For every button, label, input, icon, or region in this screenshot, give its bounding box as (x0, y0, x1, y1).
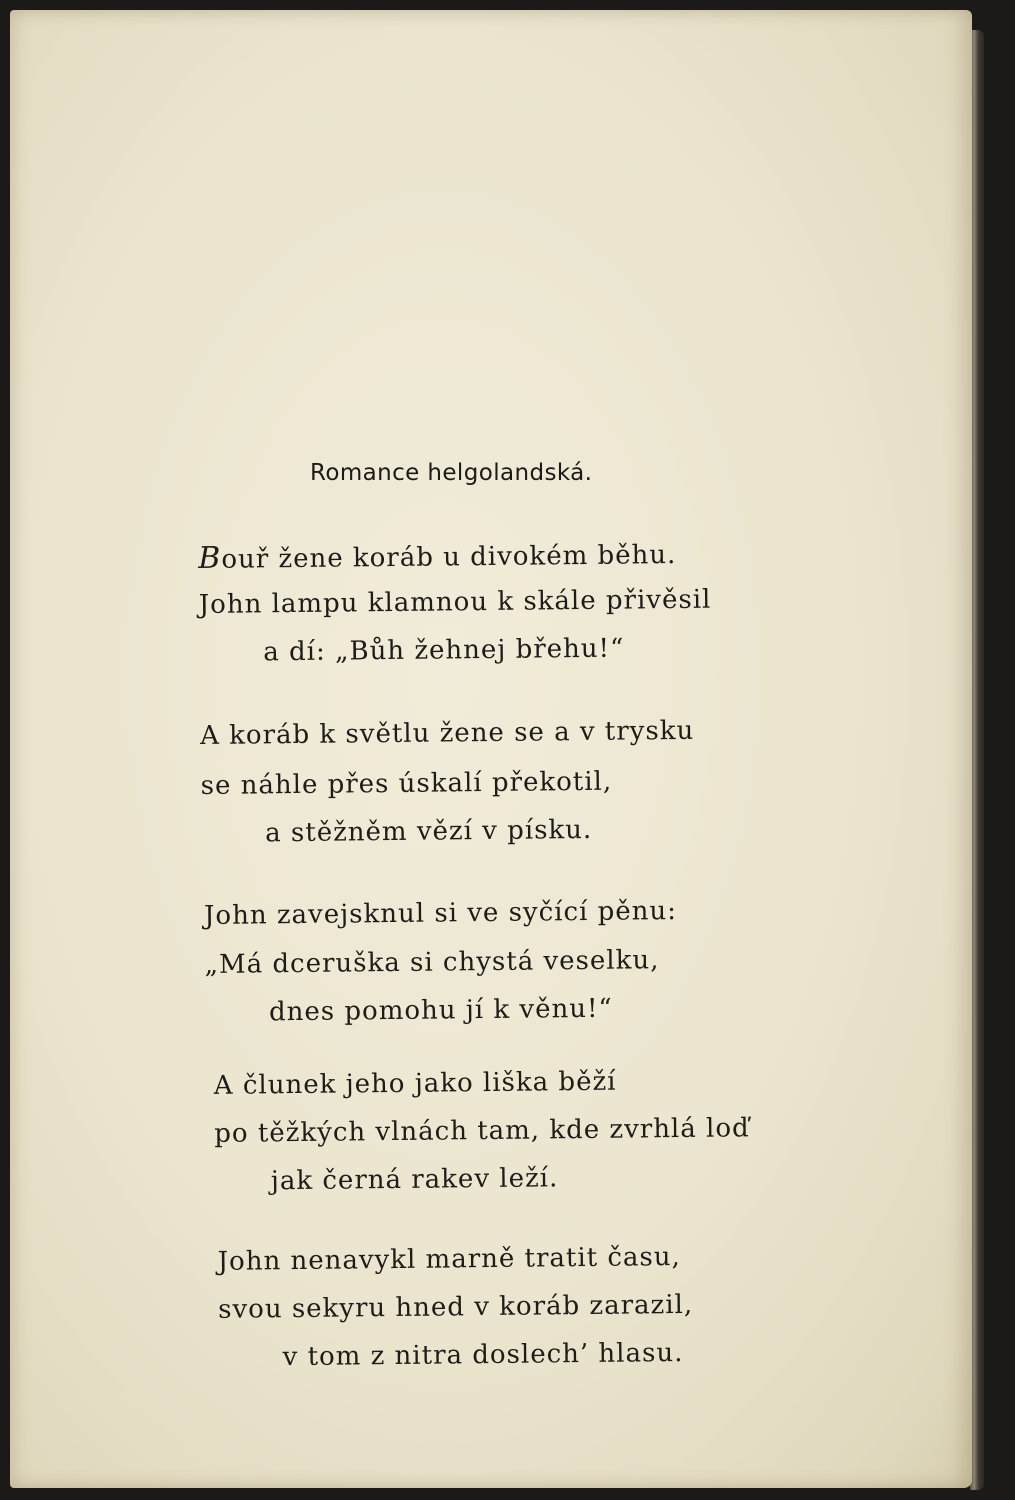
poem-line: a dí: „Bůh žehnej břehu!“ (263, 633, 625, 668)
drop-cap: B (198, 540, 222, 577)
book-page (10, 10, 972, 1488)
poem-line: po těžkých vlnách tam, kde zvrhlá loď (214, 1113, 750, 1149)
poem-line: v tom z nitra doslech’ hlasu. (282, 1338, 684, 1373)
poem-line: John nenavykl marně tratit času, (217, 1242, 681, 1277)
poem-line: John lampu klamnou k skále přivěsil (198, 584, 712, 621)
poem-line: svou sekyru hned v koráb zarazil, (218, 1289, 694, 1325)
poem-line: Bouř žene koráb u divokém běhu. (198, 540, 677, 577)
poem-title: Romance helgolandská. (310, 460, 593, 486)
poem-line: A koráb k světlu žene se a v trysku (200, 715, 695, 752)
poem-line: dnes pomohu jí k věnu!“ (268, 993, 613, 1028)
poem-line: A člunek jeho jako liška běží (213, 1066, 617, 1101)
poem-line: „Má dceruška si chystá veselku, (204, 945, 660, 980)
poem-body (1, 5, 978, 1493)
poem-line: jak černá rakev leží. (270, 1163, 559, 1197)
poem-line: se náhle přes úskalí překotil, (200, 766, 613, 802)
poem-line: a stěžněm vězí v písku. (265, 814, 593, 849)
poem-line: John zavejsknul si ve syčící pěnu: (203, 896, 678, 931)
